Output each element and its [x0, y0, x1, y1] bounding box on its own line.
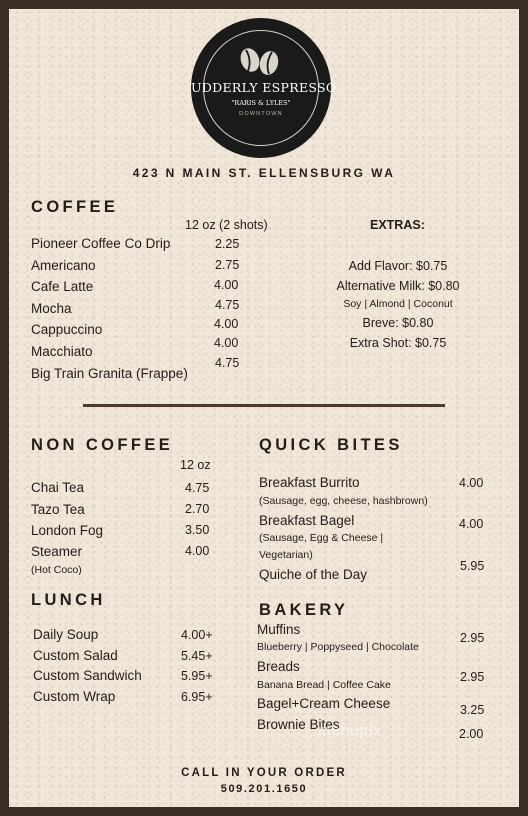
- coffee-item-name: Cappuccino: [31, 322, 103, 337]
- coffee-item-price: 2.75: [215, 258, 240, 272]
- non-coffee-item-note: (Hot Coco): [31, 564, 82, 576]
- non-coffee-item-price: 4.00: [185, 544, 210, 558]
- non-coffee-item-name: Tazo Tea: [31, 502, 85, 517]
- section-divider: [83, 404, 445, 407]
- logo-name: UDDERLY ESPRESSO: [191, 80, 337, 95]
- bakery-item-name: Muffins: [257, 622, 301, 637]
- bakery-item-note: Banana Bread | Coffee Cake: [257, 679, 391, 691]
- extra-item: Add Flavor: $0.75: [348, 259, 448, 273]
- lunch-heading: LUNCH: [31, 591, 106, 609]
- non-coffee-item-price: 2.70: [185, 502, 210, 516]
- watermark: menupix: [318, 722, 382, 739]
- bakery-item-price: 2.00: [459, 727, 484, 741]
- lunch-item-price: 4.00+: [181, 628, 213, 642]
- quick-bite-note: (Sausage, Egg & Cheese |: [259, 532, 384, 544]
- coffee-heading: COFFEE: [31, 198, 119, 216]
- phone-number[interactable]: 509.201.1650: [220, 783, 308, 795]
- coffee-item-name: Americano: [31, 258, 96, 273]
- lunch-item-name: Custom Salad: [33, 648, 118, 663]
- bakery-heading: BAKERY: [259, 601, 349, 619]
- coffee-item-price: 2.25: [215, 237, 240, 251]
- bakery-item-price: 2.95: [460, 670, 485, 684]
- logo-subtitle: "RARIS & LYLES": [231, 99, 291, 107]
- lunch-item-price: 5.95+: [181, 669, 213, 683]
- quick-bites-heading: QUICK BITES: [259, 436, 403, 454]
- bakery-item-name: Brownie Bites: [257, 717, 340, 732]
- non-coffee-size: 12 oz: [180, 458, 211, 472]
- coffee-size: 12 oz (2 shots): [185, 218, 268, 232]
- address: 423 N MAIN ST. ELLENSBURG WA: [132, 166, 396, 180]
- quick-bite-price: 4.00: [459, 476, 484, 490]
- quick-bite-name: Quiche of the Day: [259, 567, 368, 582]
- coffee-item-price: 4.00: [214, 278, 239, 292]
- quick-bite-price: 4.00: [459, 517, 484, 531]
- extra-item: Alternative Milk: $0.80: [336, 279, 460, 293]
- coffee-item-price: 4.75: [215, 356, 240, 370]
- non-coffee-item-name: Chai Tea: [31, 480, 85, 495]
- coffee-item-name: Pioneer Coffee Co Drip: [31, 236, 171, 251]
- coffee-item-price: 4.00: [214, 336, 239, 350]
- lunch-item-name: Custom Sandwich: [33, 668, 142, 683]
- bakery-item-name: Bagel+Cream Cheese: [257, 696, 391, 711]
- non-coffee-item-price: 3.50: [185, 523, 210, 537]
- quick-bite-name: Breakfast Bagel: [259, 513, 355, 528]
- quick-bite-price: 5.95: [460, 559, 485, 573]
- lunch-item-price: 6.95+: [181, 690, 213, 704]
- logo: [191, 18, 337, 158]
- bakery-item-price: 3.25: [460, 703, 485, 717]
- extra-item: Breve: $0.80: [362, 316, 434, 330]
- quick-bite-name: Breakfast Burrito: [259, 475, 360, 490]
- non-coffee-item-name: Steamer: [31, 544, 83, 559]
- quick-bite-note: Vegetarian): [259, 549, 313, 561]
- non-coffee-item-name: London Fog: [31, 523, 104, 538]
- coffee-item-name: Big Train Granita (Frappe): [31, 366, 188, 381]
- bakery-item-note: Blueberry | Poppyseed | Chocolate: [257, 641, 419, 653]
- lunch-item-name: Daily Soup: [33, 627, 99, 642]
- non-coffee-heading: NON COFFEE: [31, 436, 174, 454]
- logo-location: DOWNTOWN: [239, 111, 283, 117]
- extra-item-options: Soy | Almond | Coconut: [343, 298, 453, 310]
- non-coffee-item-price: 4.75: [185, 481, 210, 495]
- call-in-order: CALL IN YOUR ORDER: [181, 767, 347, 779]
- extras-heading: EXTRAS:: [370, 218, 425, 232]
- bakery-item-name: Breads: [257, 659, 300, 674]
- coffee-item-price: 4.75: [215, 298, 240, 312]
- extra-item: Extra Shot: $0.75: [349, 336, 447, 350]
- coffee-item-price: 4.00: [214, 317, 239, 331]
- coffee-beans-icon: [236, 44, 286, 80]
- lunch-item-name: Custom Wrap: [33, 689, 116, 704]
- coffee-item-name: Macchiato: [31, 344, 93, 359]
- lunch-item-price: 5.45+: [181, 649, 213, 663]
- quick-bite-note: (Sausage, egg, cheese, hashbrown): [259, 495, 428, 507]
- bakery-item-price: 2.95: [460, 631, 485, 645]
- coffee-item-name: Cafe Latte: [31, 279, 94, 294]
- coffee-item-name: Mocha: [31, 301, 72, 316]
